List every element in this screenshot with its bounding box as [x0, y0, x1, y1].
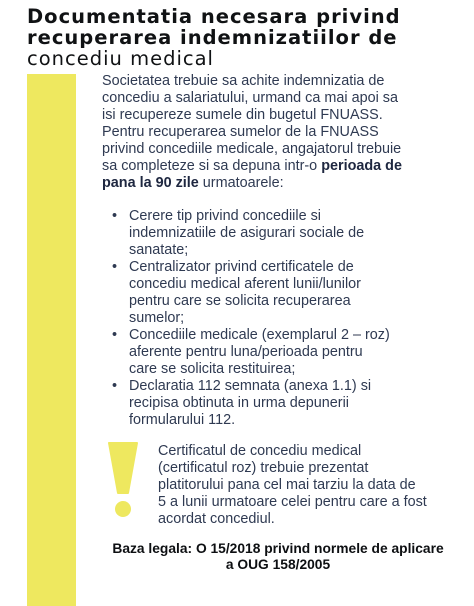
list-item-line: recipisa obtinuta in urma depunerii [129, 395, 349, 411]
list-item-line: concediu medical aferent lunii/lunilor [129, 276, 361, 292]
list-item [102, 259, 462, 327]
intro-line [102, 158, 462, 175]
list-item-line: sanatate; [129, 242, 189, 258]
list-item-line: • Concediile medicale (exemplarul 2 – roz) [129, 327, 390, 343]
note-line: acordat concediul. [158, 511, 275, 527]
legal-basis [82, 541, 474, 573]
accent-bar [27, 74, 76, 606]
list-item-line: indemnizatiile de asigurari sociale de [129, 225, 365, 241]
documents-list [102, 208, 462, 429]
note-line: (certificatul roz) trebuie prezentat [158, 460, 369, 476]
intro-line: Pentru recuperarea sumelor de la FNUASS [102, 124, 379, 140]
legal-line: a OUG 158/2005 [225, 557, 331, 572]
deadline-emphasis: perioada de [321, 158, 402, 174]
intro-line: privind concediile medicale, angajatorul trebuie [102, 141, 402, 157]
intro-line: concediu a salariatului, urmand ca mai apoi sa [102, 90, 398, 106]
list-item-line: pentru care se solicita recuperarea [129, 293, 351, 309]
list-item [102, 378, 462, 429]
note-line: Certificatul de concediu medical [158, 443, 362, 459]
title-line: Documentatia necesara privind [27, 5, 401, 28]
list-item-line: • Centralizator privind certificatele de [129, 259, 354, 275]
list-item-line: • Declaratia 112 semnata (anexa 1.1) si [129, 378, 372, 394]
deadline-emphasis: pana la 90 zile [102, 175, 199, 191]
list-item-line: sumelor; [129, 310, 185, 326]
list-item-line: care se solicita restituirea; [129, 361, 296, 377]
list-item-line: formularului 112. [129, 412, 236, 428]
page-title [27, 6, 467, 69]
list-item [102, 208, 462, 259]
note-line: platitorului pana cel mai tarziu la data de [158, 477, 416, 493]
list-item-line: aferente pentru luna/perioada pentru [129, 344, 363, 360]
intro-paragraph [102, 73, 462, 192]
title-line: recuperarea indemnizatiilor de [27, 26, 398, 49]
title-line: concediu medical [27, 47, 214, 70]
list-item-line: • Cerere tip privind concediile si [129, 208, 321, 224]
intro-line [102, 175, 462, 192]
intro-line-text: urmatoarele: [198, 175, 284, 191]
note-line: 5 a lunii urmatoare celei pentru care a fost [158, 494, 427, 510]
legal-line: Baza legala: O 15/2018 privind normele de aplicare [112, 541, 444, 556]
deadline-note [158, 443, 468, 528]
intro-line: isi recupereze sumele din bugetul FNUASS. [102, 107, 383, 123]
exclamation-mark-icon [106, 441, 140, 519]
intro-line-text: sa completeze si sa depuna intr-o [102, 158, 318, 174]
intro-line: Societatea trebuie sa achite indemnizatia de [102, 73, 385, 89]
list-item [102, 327, 462, 378]
